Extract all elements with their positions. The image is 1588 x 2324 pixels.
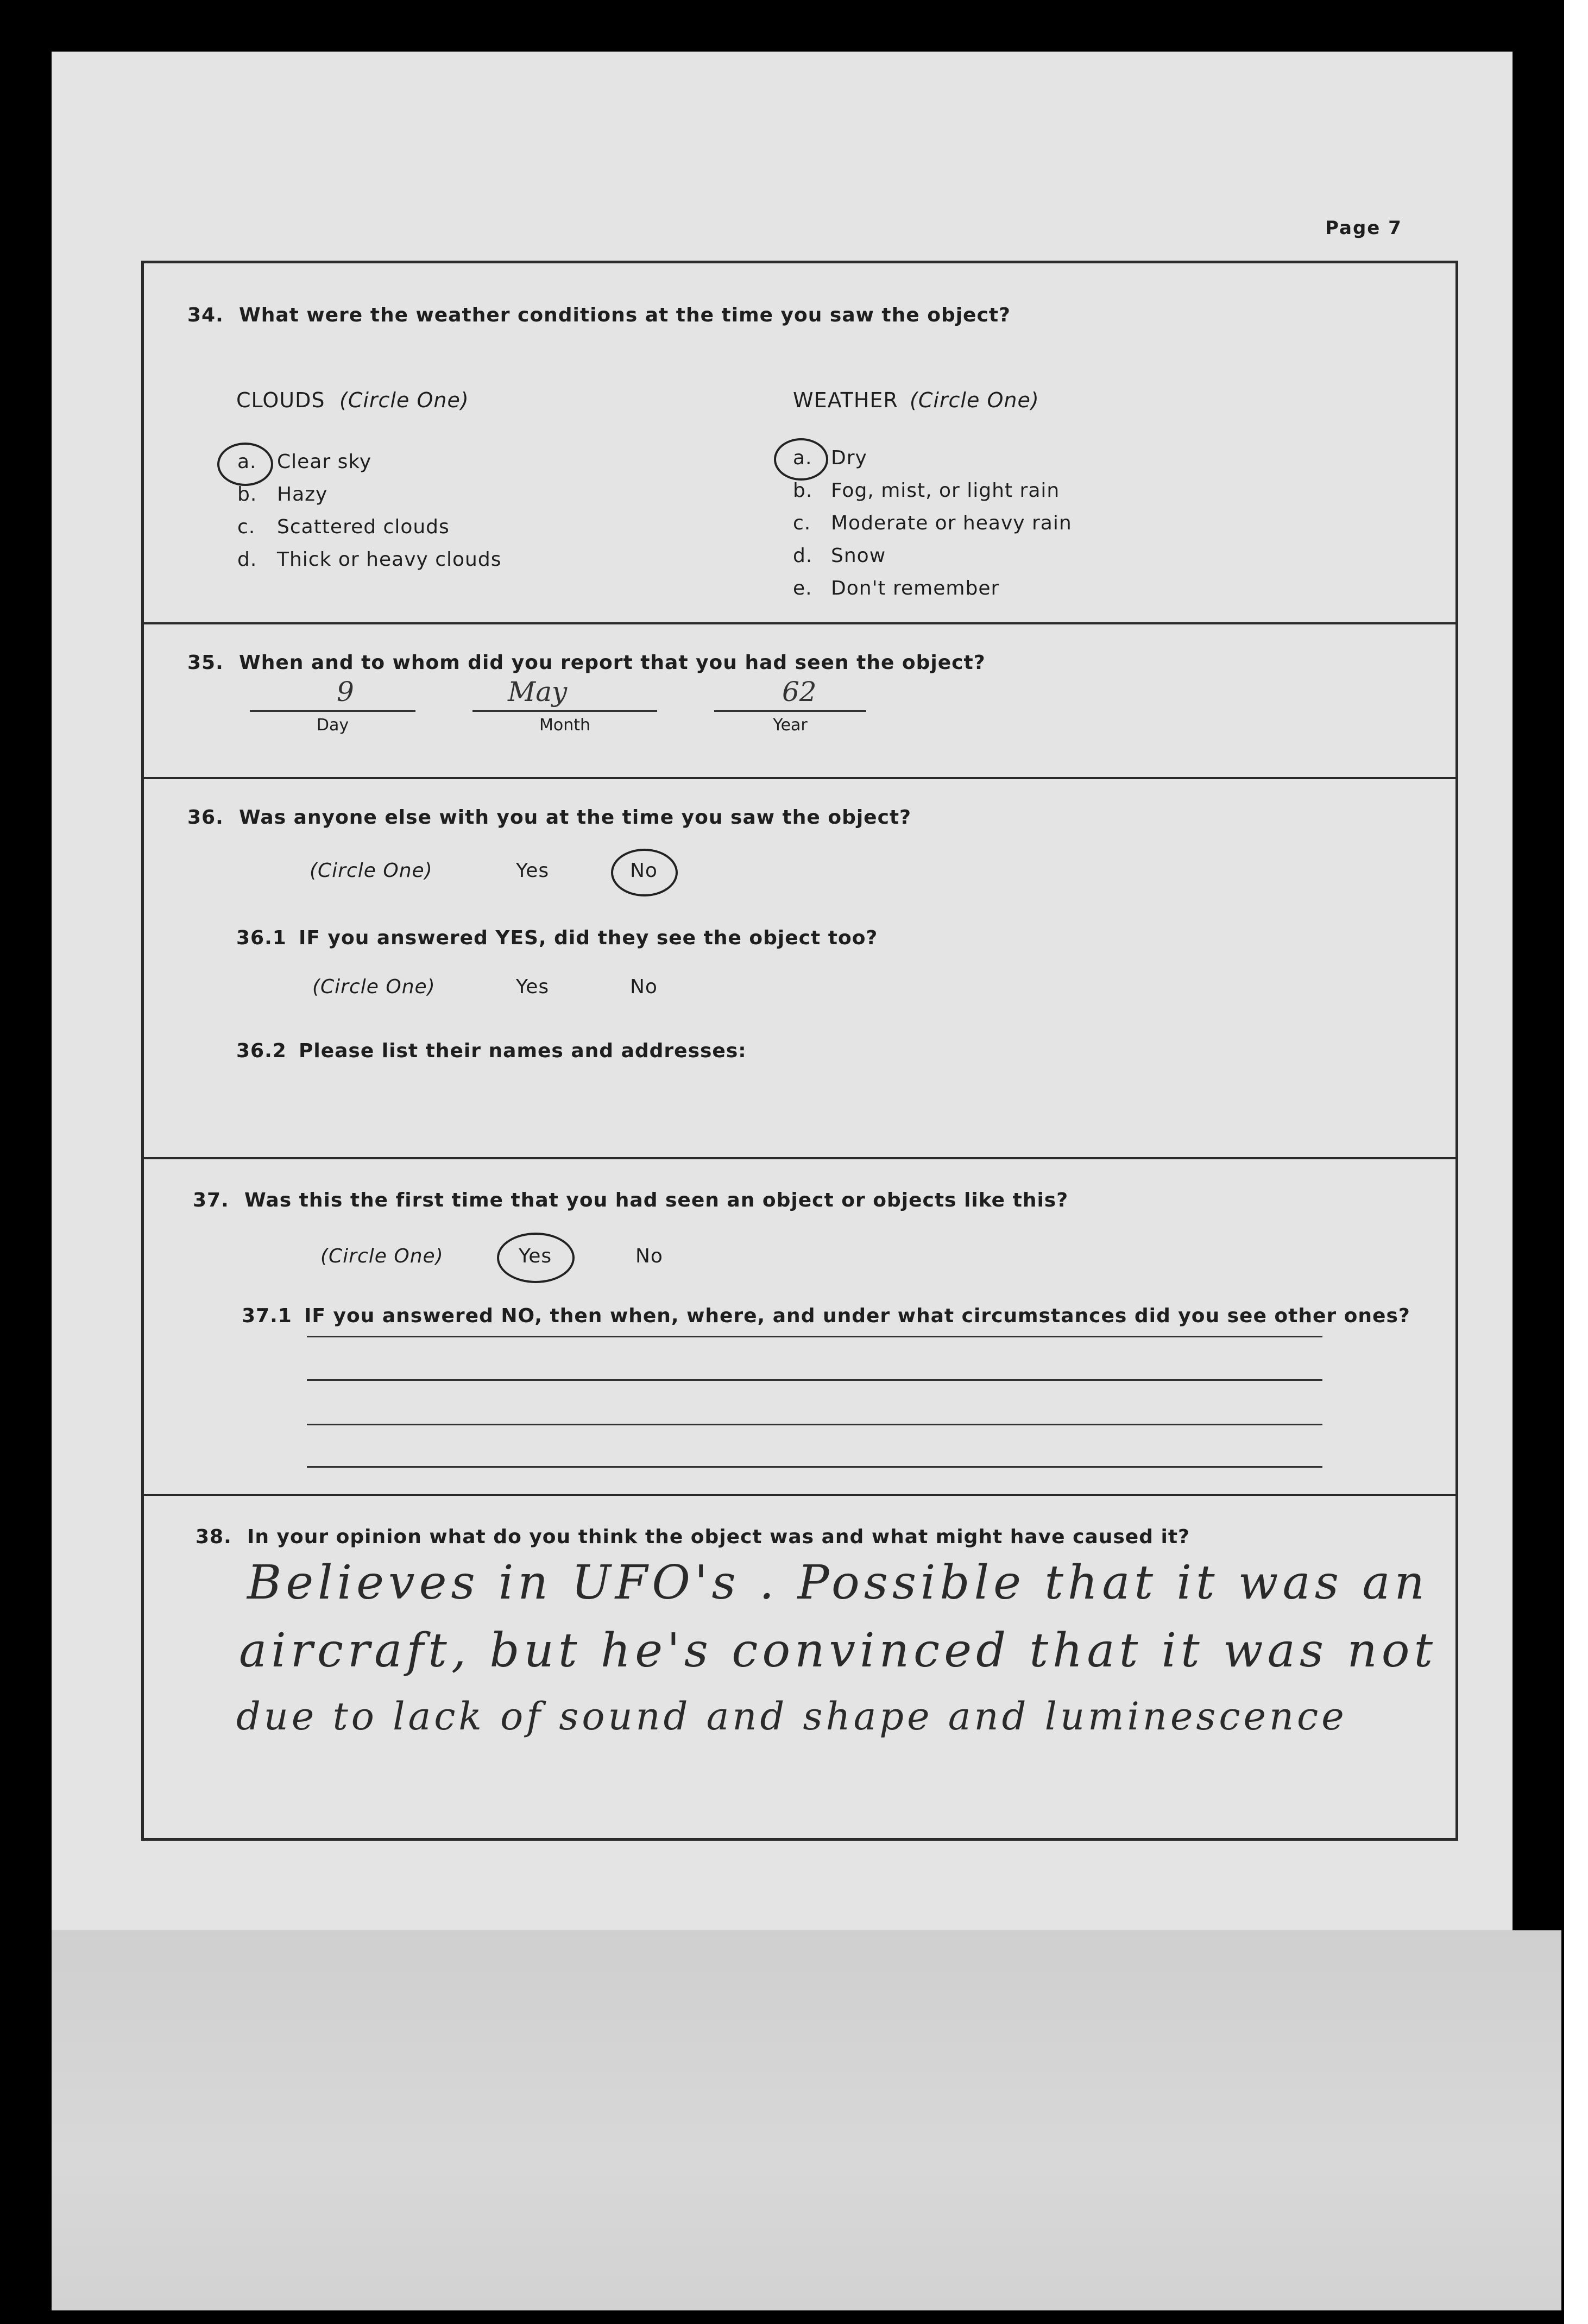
q35-question: When and to whom did you report that you had seen the object?: [239, 652, 986, 674]
q36-yes: Yes: [516, 860, 550, 882]
question-38: [144, 1496, 1455, 1841]
page-number: Page 7: [1325, 217, 1402, 239]
q37-answer-line-2: [307, 1379, 1322, 1381]
q37-answer-line-1: [307, 1336, 1322, 1337]
question-36: [144, 779, 1455, 1159]
q35-day-value: 9: [337, 676, 354, 708]
question-37: [144, 1159, 1455, 1496]
q37-answer-line-3: [307, 1424, 1322, 1425]
q36-1-hint: (Circle One): [312, 976, 436, 998]
q37-no: No: [635, 1245, 663, 1267]
q36-1-question: IF you answered YES, did they see the object too?: [299, 927, 878, 949]
q35-day-line: [250, 710, 415, 712]
q37-1-question: IF you answered NO, then when, where, and under what circumstances did you see other ones?: [304, 1305, 1410, 1327]
q35-day-label: Day: [316, 716, 349, 735]
q36-1-no: No: [630, 976, 658, 998]
clouds-hint: (Circle One): [339, 388, 469, 412]
q36-2-question: Please list their names and addresses:: [299, 1040, 747, 1062]
q34-question: What were the weather conditions at the time you saw the object?: [239, 304, 1011, 326]
clouds-heading: CLOUDS: [236, 388, 325, 412]
q37-hint: (Circle One): [320, 1245, 444, 1267]
q37-question: Was this the first time that you had seen an object or objects like this?: [244, 1189, 1069, 1211]
q35-year-line: [714, 710, 866, 712]
q36-question: Was anyone else with you at the time you saw the object?: [239, 806, 912, 829]
q37-answer-line-4: [307, 1466, 1322, 1468]
q38-answer-line-3: due to lack of sound and shape and luminescence: [236, 1694, 1347, 1739]
q35-number: 35.: [187, 652, 224, 674]
q35-month-line: [472, 710, 657, 712]
weather-heading: WEATHER: [793, 388, 898, 412]
q36-2-number: 36.2: [236, 1040, 287, 1062]
q38-question: In your opinion what do you think the object was and what might have caused it?: [247, 1526, 1190, 1548]
q34-number: 34.: [187, 304, 224, 326]
q37-1-number: 37.1: [242, 1305, 292, 1327]
q38-answer-line-2: aircraft, but he's convinced that it was not: [239, 1624, 1438, 1678]
question-34: 34. What were the weather conditions at the time you saw the object? CLOUDS (Circle One) a. Clear sky b. Hazy c. Scattered clouds d. Thick or heavy clouds WEATHER (Circle One) a. Dry b. Fog, mist, or light rain c. Moderate or heavy rain d. Snow e. Don't remember: [144, 263, 1455, 624]
questionnaire-form: [141, 261, 1458, 1841]
q35-month-label: Month: [539, 716, 591, 735]
clouds-selection-circle: [217, 443, 273, 486]
weather-hint: (Circle One): [910, 388, 1039, 412]
q37-selection-circle: [497, 1233, 575, 1283]
q35-year-value: 62: [782, 676, 817, 708]
q36-hint: (Circle One): [310, 860, 433, 882]
film-background: [52, 1930, 1561, 2310]
q36-1-yes: Yes: [516, 976, 550, 998]
q38-answer-line-1: Believes in UFO's . Possible that it was an: [247, 1556, 1429, 1610]
question-35: [144, 624, 1455, 779]
q35-month-value: May: [508, 676, 568, 708]
q36-number: 36.: [187, 806, 224, 829]
weather-selection-circle: [774, 438, 828, 481]
q35-year-label: Year: [773, 716, 808, 735]
q36-no: No: [630, 860, 658, 882]
q36-1-number: 36.1: [236, 927, 287, 949]
q36-selection-circle: [611, 849, 678, 896]
q37-number: 37.: [193, 1189, 229, 1211]
q38-number: 38.: [196, 1526, 232, 1548]
q37-yes: Yes: [519, 1245, 552, 1267]
